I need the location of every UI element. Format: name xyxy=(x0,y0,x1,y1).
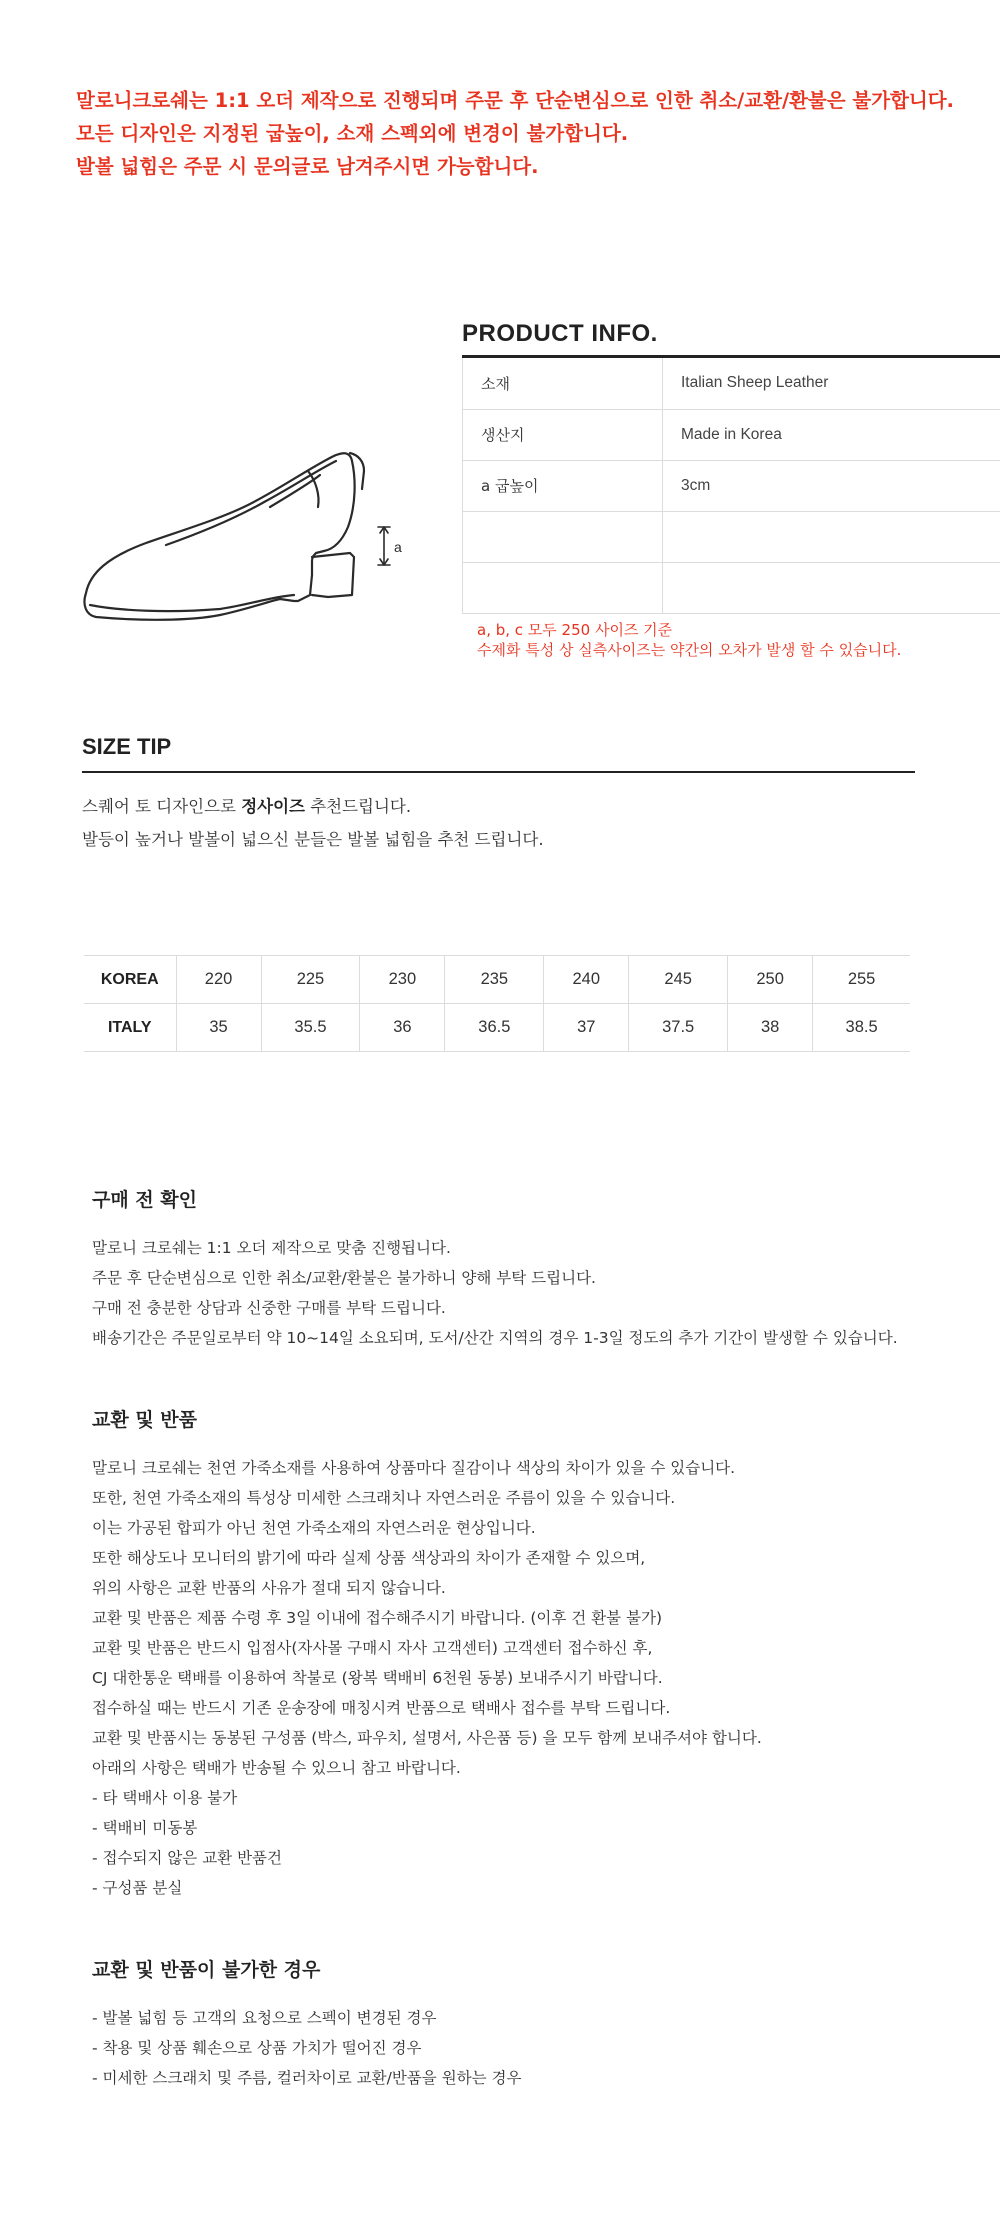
section-line: - 착용 및 상품 훼손으로 상품 가치가 떨어진 경우 xyxy=(92,2039,422,2057)
measurement-note xyxy=(477,620,901,660)
size-cell: 250 xyxy=(728,956,813,1004)
size-tip-title: SIZE TIP xyxy=(82,734,172,759)
size-tip-emphasis: 정사이즈 xyxy=(241,797,305,816)
size-tip-text xyxy=(82,790,544,856)
table-row xyxy=(463,460,1000,511)
section-line: 접수하실 때는 반드시 기존 운송장에 매칭시켜 반품으로 택배사 접수를 부탁 드립니다. xyxy=(92,1699,671,1717)
notice-line: 모든 디자인은 지정된 굽높이, 소재 스펙외에 변경이 불가합니다. xyxy=(76,122,629,145)
section-line: 이는 가공된 합피가 아닌 천연 가죽소재의 자연스러운 현상입니다. xyxy=(92,1519,536,1537)
section-line: 또한 해상도나 모니터의 밝기에 따라 실제 상품 색상과의 차이가 존재할 수 있으며, xyxy=(92,1549,646,1567)
shoe-outline-icon xyxy=(80,445,420,625)
section-line: 위의 사항은 교환 반품의 사유가 절대 되지 않습니다. xyxy=(92,1579,446,1597)
info-key: 소재 xyxy=(463,358,663,409)
info-key: a 굽높이 xyxy=(463,460,663,511)
size-cell: 36 xyxy=(360,1004,445,1052)
note-line: a, b, c 모두 250 사이즈 기준 xyxy=(477,621,673,639)
section-body-before-purchase xyxy=(92,1233,898,1353)
table-row xyxy=(463,511,1000,562)
note-line: 수제화 특성 상 실측사이즈는 약간의 오차가 발생 할 수 있습니다. xyxy=(477,641,902,659)
size-cell: 230 xyxy=(360,956,445,1004)
height-marker-label: a xyxy=(394,539,402,555)
size-cell: 255 xyxy=(813,956,910,1004)
size-cell: 38.5 xyxy=(813,1004,910,1052)
section-title-non-returnable: 교환 및 반품이 불가한 경우 xyxy=(92,1959,321,1981)
size-cell: 245 xyxy=(629,956,728,1004)
table-row xyxy=(84,1004,910,1052)
product-info-table xyxy=(462,358,1000,614)
size-tip-line xyxy=(82,790,544,823)
section-line: - 미세한 스크래치 및 주름, 컬러차이로 교환/반품을 원하는 경우 xyxy=(92,2069,522,2087)
size-tip-text-before: 스퀘어 토 디자인으로 xyxy=(82,797,242,816)
info-value xyxy=(663,511,1000,562)
section-line: 말로니 크로쉐는 천연 가죽소재를 사용하여 상품마다 질감이나 색상의 차이가 있을 수 있습니다. xyxy=(92,1459,736,1477)
size-cell: 36.5 xyxy=(445,1004,544,1052)
section-line: - 접수되지 않은 교환 반품건 xyxy=(92,1849,283,1867)
size-cell: 38 xyxy=(728,1004,813,1052)
row-header: ITALY xyxy=(84,1004,176,1052)
info-value: 3cm xyxy=(663,460,1000,511)
section-title-exchange-return: 교환 및 반품 xyxy=(92,1409,197,1431)
size-cell: 240 xyxy=(544,956,629,1004)
size-cell: 225 xyxy=(261,956,360,1004)
size-tip-line: 발등이 높거나 발볼이 넓으신 분들은 발볼 넓힘을 추천 드립니다. xyxy=(82,830,544,849)
section-line: CJ 대한통운 택배를 이용하여 착불로 (왕복 택배비 6천원 동봉) 보내주시기 바랍니다. xyxy=(92,1669,663,1687)
row-header: KOREA xyxy=(84,956,176,1004)
info-value: Made in Korea xyxy=(663,409,1000,460)
table-row xyxy=(463,562,1000,613)
table-row xyxy=(84,956,910,1004)
section-line: - 발볼 넓힘 등 고객의 요청으로 스펙이 변경된 경우 xyxy=(92,2009,437,2027)
section-line: 교환 및 반품은 반드시 입점사(자사몰 구매시 자사 고객센터) 고객센터 접수하신 후, xyxy=(92,1639,653,1657)
section-title-before-purchase: 구매 전 확인 xyxy=(92,1189,197,1211)
size-tip-text-after: 추천드립니다. xyxy=(304,797,412,816)
info-value: Italian Sheep Leather xyxy=(663,358,1000,409)
section-line: - 타 택배사 이용 불가 xyxy=(92,1789,238,1807)
section-line: - 구성품 분실 xyxy=(92,1879,183,1897)
section-line: 배송기간은 주문일로부터 약 10~14일 소요되며, 도서/산간 지역의 경우 1-3일 정도의 추가 기간이 발생할 수 있습니다. xyxy=(92,1329,898,1347)
product-info-title: PRODUCT INFO. xyxy=(462,320,658,347)
size-cell: 220 xyxy=(176,956,261,1004)
info-key: 생산지 xyxy=(463,409,663,460)
section-body-exchange-return xyxy=(92,1453,762,1903)
table-row xyxy=(463,409,1000,460)
size-cell: 35 xyxy=(176,1004,261,1052)
section-line: 구매 전 충분한 상담과 신중한 구매를 부탁 드립니다. xyxy=(92,1299,446,1317)
info-value xyxy=(663,562,1000,613)
section-line: 말로니 크로쉐는 1:1 오더 제작으로 맞춤 진행됩니다. xyxy=(92,1239,451,1257)
section-line: 교환 및 반품시는 동봉된 구성품 (박스, 파우치, 설명서, 사은품 등) 을 모두 함께 보내주셔야 합니다. xyxy=(92,1729,762,1747)
section-line: - 택배비 미동봉 xyxy=(92,1819,198,1837)
table-row xyxy=(463,358,1000,409)
notice-line: 말로니크로쉐는 1:1 오더 제작으로 진행되며 주문 후 단순변심으로 인한 취소/교환/환불은 불가합니다. xyxy=(76,89,954,112)
size-conversion-table xyxy=(84,955,910,1052)
size-cell: 37 xyxy=(544,1004,629,1052)
size-cell: 37.5 xyxy=(629,1004,728,1052)
size-tip-divider xyxy=(82,771,915,773)
section-line: 아래의 사항은 택배가 반송될 수 있으니 참고 바랍니다. xyxy=(92,1759,461,1777)
info-key xyxy=(463,562,663,613)
size-cell: 235 xyxy=(445,956,544,1004)
section-line: 주문 후 단순변심으로 인한 취소/교환/환불은 불가하니 양해 부탁 드립니다. xyxy=(92,1269,596,1287)
section-body-non-returnable xyxy=(92,2003,522,2093)
section-line: 교환 및 반품은 제품 수령 후 3일 이내에 접수해주시기 바랍니다. (이후 건 환불 불가) xyxy=(92,1609,663,1627)
size-cell: 35.5 xyxy=(261,1004,360,1052)
section-line: 또한, 천연 가죽소재의 특성상 미세한 스크래치나 자연스러운 주름이 있을 수 있습니다. xyxy=(92,1489,676,1507)
order-notice xyxy=(76,84,954,183)
info-key xyxy=(463,511,663,562)
notice-line: 발볼 넓힘은 주문 시 문의글로 남겨주시면 가능합니다. xyxy=(76,155,539,178)
